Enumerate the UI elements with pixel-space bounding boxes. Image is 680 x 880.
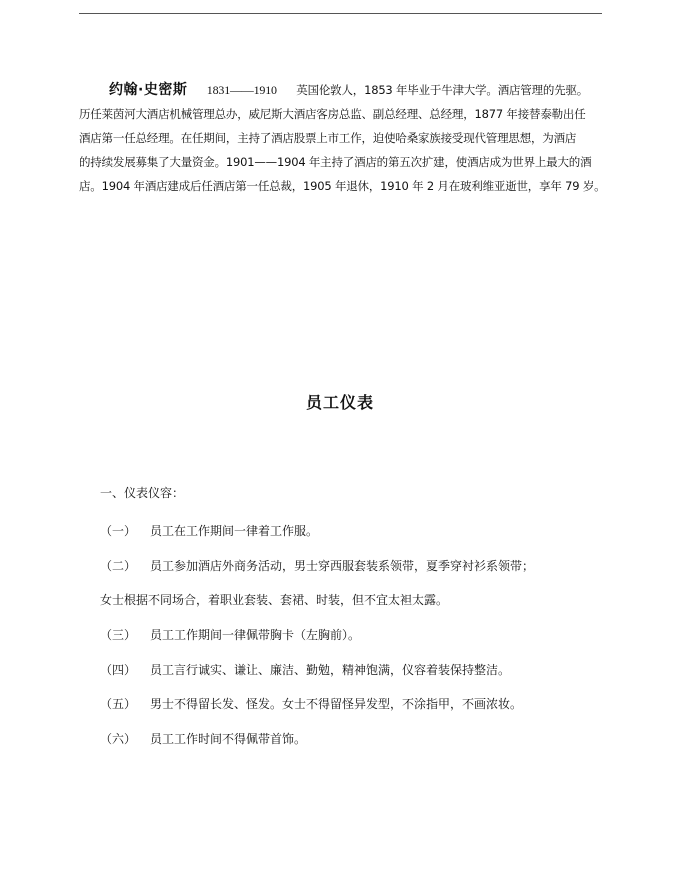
item-number: （三） <box>100 628 137 642</box>
list-item <box>100 522 318 539</box>
section-heading: 一、仪表仪容： <box>100 486 185 500</box>
item-text: 员工工作时间不得佩带首饰。 <box>150 732 307 746</box>
item-continuation: 女士根据不同场合，着职业套装、套裙、时装，但不宜太袒太露。 <box>100 593 449 607</box>
item-number: （六） <box>100 732 137 746</box>
item-text: 员工参加酒店外商务活动，男士穿西服套装系领带，夏季穿衬衫系领带； <box>150 559 535 573</box>
header-rule <box>79 13 602 14</box>
bio-line-5: 店。1904 年酒店建成后任酒店第一任总裁，1905 年退休，1910 年 2 月在玻利维亚逝世，享年 79 岁。 <box>79 179 606 193</box>
list-item <box>100 557 534 574</box>
page-title: 员工仪表 <box>305 393 374 412</box>
list-item <box>100 626 360 643</box>
item-text: 员工在工作期间一律着工作服。 <box>150 524 319 538</box>
item-number: （一） <box>100 524 137 538</box>
item-text: 员工工作期间一律佩带胸卡（左胸前）。 <box>150 628 361 642</box>
bio-line-1 <box>79 78 609 102</box>
life-years: 1831——1910 <box>206 83 277 97</box>
item-text: 男士不得留长发、怪发。女士不得留怪异发型，不涂指甲，不画浓妆。 <box>150 697 523 711</box>
biography-paragraph <box>79 78 609 198</box>
bio-line-3: 酒店第一任总经理。在任期间，主持了酒店股票上市工作，迫使哈桑家族接受现代管理思想，为酒店 <box>79 131 577 145</box>
bio-text: 英国伦敦人，1853 年毕业于牛津大学。酒店管理的先驱。 <box>296 83 589 97</box>
item-text: 员工言行诚实、谦让、廉洁、勤勉，精神饱满，仪容着装保持整洁。 <box>150 663 511 677</box>
bio-line-4: 的持续发展募集了大量资金。1901——1904 年主持了酒店的第五次扩建，使酒店成为世界上最大的酒 <box>79 155 592 169</box>
list-item <box>100 730 306 747</box>
list-item <box>100 695 522 712</box>
person-name: 约翰·史密斯 <box>109 82 188 98</box>
bio-line-2: 历任莱茵河大酒店机械管理总办，威尼斯大酒店客房总监、副总经理、总经理，1877 年接替泰勒出任 <box>79 107 586 121</box>
item-number: （五） <box>100 697 137 711</box>
list-item <box>100 661 510 678</box>
item-number: （四） <box>100 663 137 677</box>
item-number: （二） <box>100 559 137 573</box>
